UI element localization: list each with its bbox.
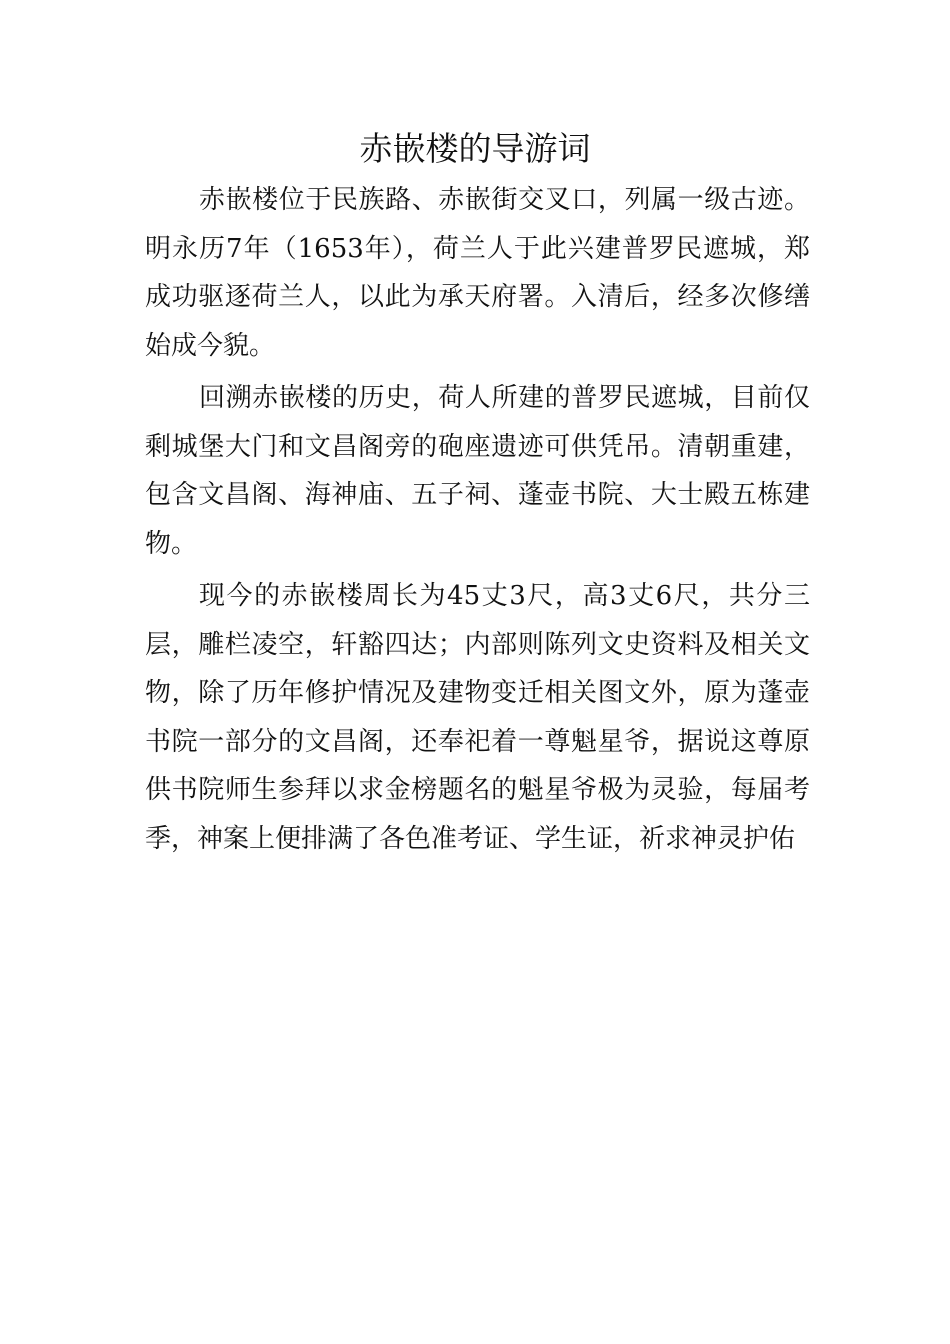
- document-title: 赤嵌楼的导游词: [359, 129, 591, 168]
- document-body: [145, 176, 810, 867]
- paragraph-2: 回溯赤嵌楼的历史，荷人所建的普罗民遮城，目前仅剩城堡大门和文昌阁旁的砲座遗迹可供凭吊。清朝重建，包含文昌阁、海神庙、五子祠、蓬壶书院、大士殿五栋建物。: [145, 383, 810, 559]
- paragraph-3: 现今的赤嵌楼周长为45丈3尺，高3丈6尺，共分三层，雕栏凌空，轩豁四达；内部则陈列文史资料及相关文物，除了历年修护情况及建物变迁相关图文外，原为蓬壶书院一部分的文昌阁，还奉祀着一尊魁星爷，据说这尊原供书院师生参拜以求金榜题名的魁星爷极为灵验，每届考季，神案上便排满了各色准考证、学生证，祈求神灵护佑: [145, 581, 810, 854]
- paragraph-1: 赤嵌楼位于民族路、赤嵌街交叉口，列属一级古迹。明永历7年（1653年），荷兰人于此兴建普罗民遮城，郑成功驱逐荷兰人，以此为承天府署。入清后，经多次修缮始成今貌。: [145, 185, 810, 361]
